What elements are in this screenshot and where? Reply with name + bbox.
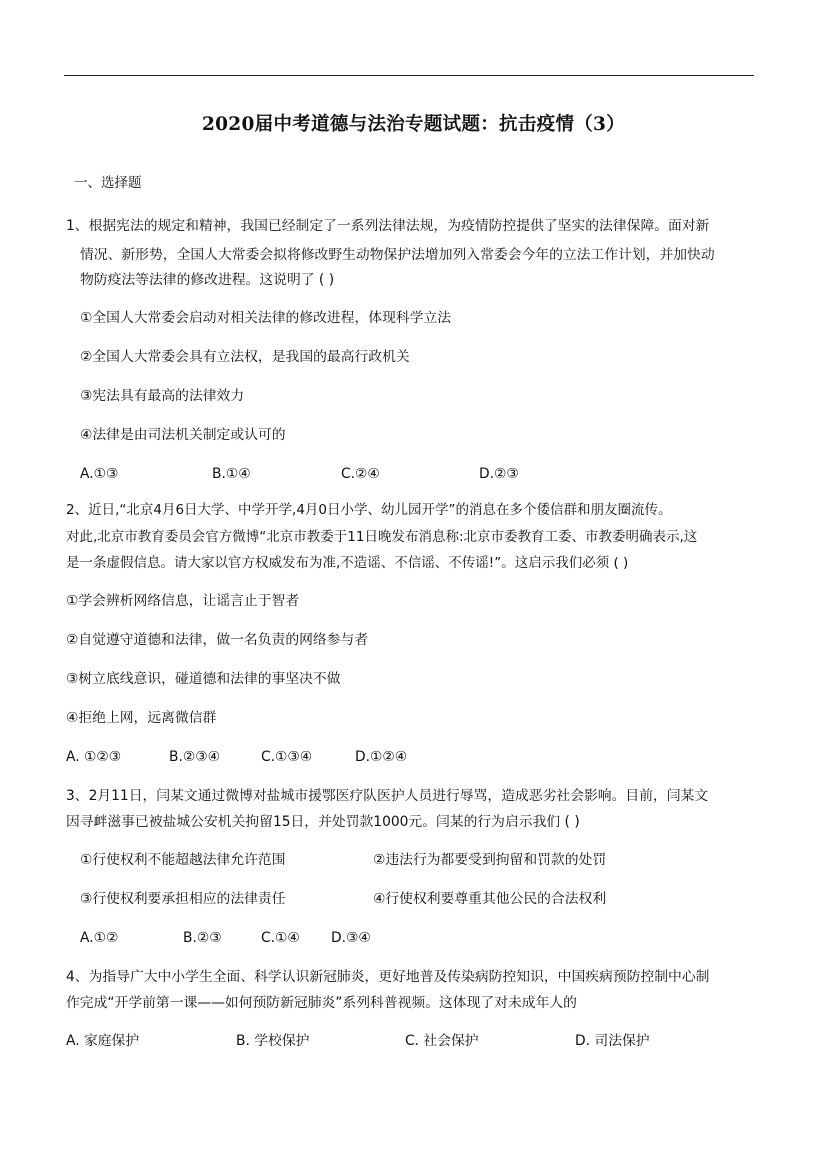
q4-option-d: D. 司法保护 — [575, 1033, 650, 1049]
q2-statement-1: ①学会辨析网络信息，让谣言止于智者 — [66, 593, 300, 609]
q2-statement-4: ④拒绝上网，远离微信群 — [66, 710, 217, 726]
q3-option-a: A.①② — [80, 930, 119, 946]
q1-option-c: C.②④ — [341, 466, 380, 482]
q2-option-c: C.①③④ — [261, 749, 313, 765]
q2-line-3: 是一条虚假信息。请大家以官方权威发布为准,不造谣、不信谣、不传谣!”。这启示我们必须 ( ) — [66, 555, 629, 571]
q4-option-b: B. 学校保护 — [236, 1033, 310, 1049]
q1-line-2: 情况、新形势，全国人大常委会拟将修改野生动物保护法增加列入常委会今年的立法工作计划，并加快动 — [80, 247, 715, 263]
q1-statement-2: ②全国人大常委会具有立法权，是我国的最高行政机关 — [80, 349, 410, 365]
q2-option-d: D.①②④ — [355, 749, 408, 765]
q1-option-a: A.①③ — [80, 466, 119, 482]
q4-line-2: 作完成“开学前第一课——如何预防新冠肺炎”系列科普视频。这体现了对未成年人的 — [66, 995, 577, 1011]
q1-statement-1: ①全国人大常委会启动对相关法律的修改进程，体现科学立法 — [80, 310, 452, 326]
q3-option-d: D.③④ — [331, 930, 371, 946]
q2-statement-2: ②自觉遵守道德和法律，做一名负责的网络参与者 — [66, 632, 369, 648]
q3-line-2: 因寻衅滋事已被盐城公安机关拘留15日，并处罚款1000元。闫某的行为启示我们 ( ) — [66, 814, 580, 830]
q4-option-c: C. 社会保护 — [405, 1033, 479, 1049]
q2-statement-3: ③树立底线意识，碰道德和法律的事坚决不做 — [66, 671, 341, 687]
q3-option-b: B.②③ — [183, 930, 222, 946]
q2-option-a: A. ①②③ — [66, 749, 122, 765]
q3-line-1: 3、2月11日，闫某文通过微博对盐城市援鄂医疗队医护人员进行辱骂，造成恶劣社会影响。目前，闫某文 — [66, 788, 709, 804]
q1-statement-3: ③宪法具有最高的法律效力 — [80, 388, 245, 404]
q3-statement-3: ③行使权利要承担相应的法律责任 — [80, 891, 286, 907]
q3-option-c: C.①④ — [261, 930, 300, 946]
q2-line-2: 对此,北京市教育委员会官方微博“北京市教委于11日晚发布消息称:北京市委教育工委、市教委明确表示,这 — [66, 529, 698, 545]
q1-line-1: 1、根据宪法的规定和精神，我国已经制定了一系列法律法规，为疫情防控提供了坚实的法律保障。面对新 — [66, 218, 710, 234]
q1-option-d: D.②③ — [479, 466, 519, 482]
q1-statement-4: ④法律是由司法机关制定或认可的 — [80, 427, 286, 443]
q3-statement-1: ①行使权利不能超越法律允许范围 — [80, 852, 286, 868]
section-heading: 一、选择题 — [74, 175, 142, 191]
q3-statement-2: ②违法行为都要受到拘留和罚款的处罚 — [373, 852, 607, 868]
header-rule — [64, 75, 754, 76]
q2-option-b: B.②③④ — [169, 749, 220, 765]
page-title: 2020届中考道德与法治专题试题：抗击疫情（3） — [201, 114, 626, 135]
q2-line-1: 2、近日,“北京4月6日大学、中学开学,4月0日小学、幼儿园开学”的消息在多个倭信群和朋友圈流传。 — [66, 502, 672, 518]
q1-line-3: 物防疫法等法律的修改进程。这说明了 ( ) — [80, 272, 335, 288]
q4-option-a: A. 家庭保护 — [66, 1033, 140, 1049]
q4-line-1: 4、为指导广大中小学生全面、科学认识新冠肺炎，更好地普及传染病防控知识，中国疾病预防控制中心制 — [66, 969, 710, 985]
q3-statement-4: ④行使权利要尊重其他公民的合法权利 — [373, 891, 607, 907]
q1-option-b: B.①④ — [212, 466, 251, 482]
